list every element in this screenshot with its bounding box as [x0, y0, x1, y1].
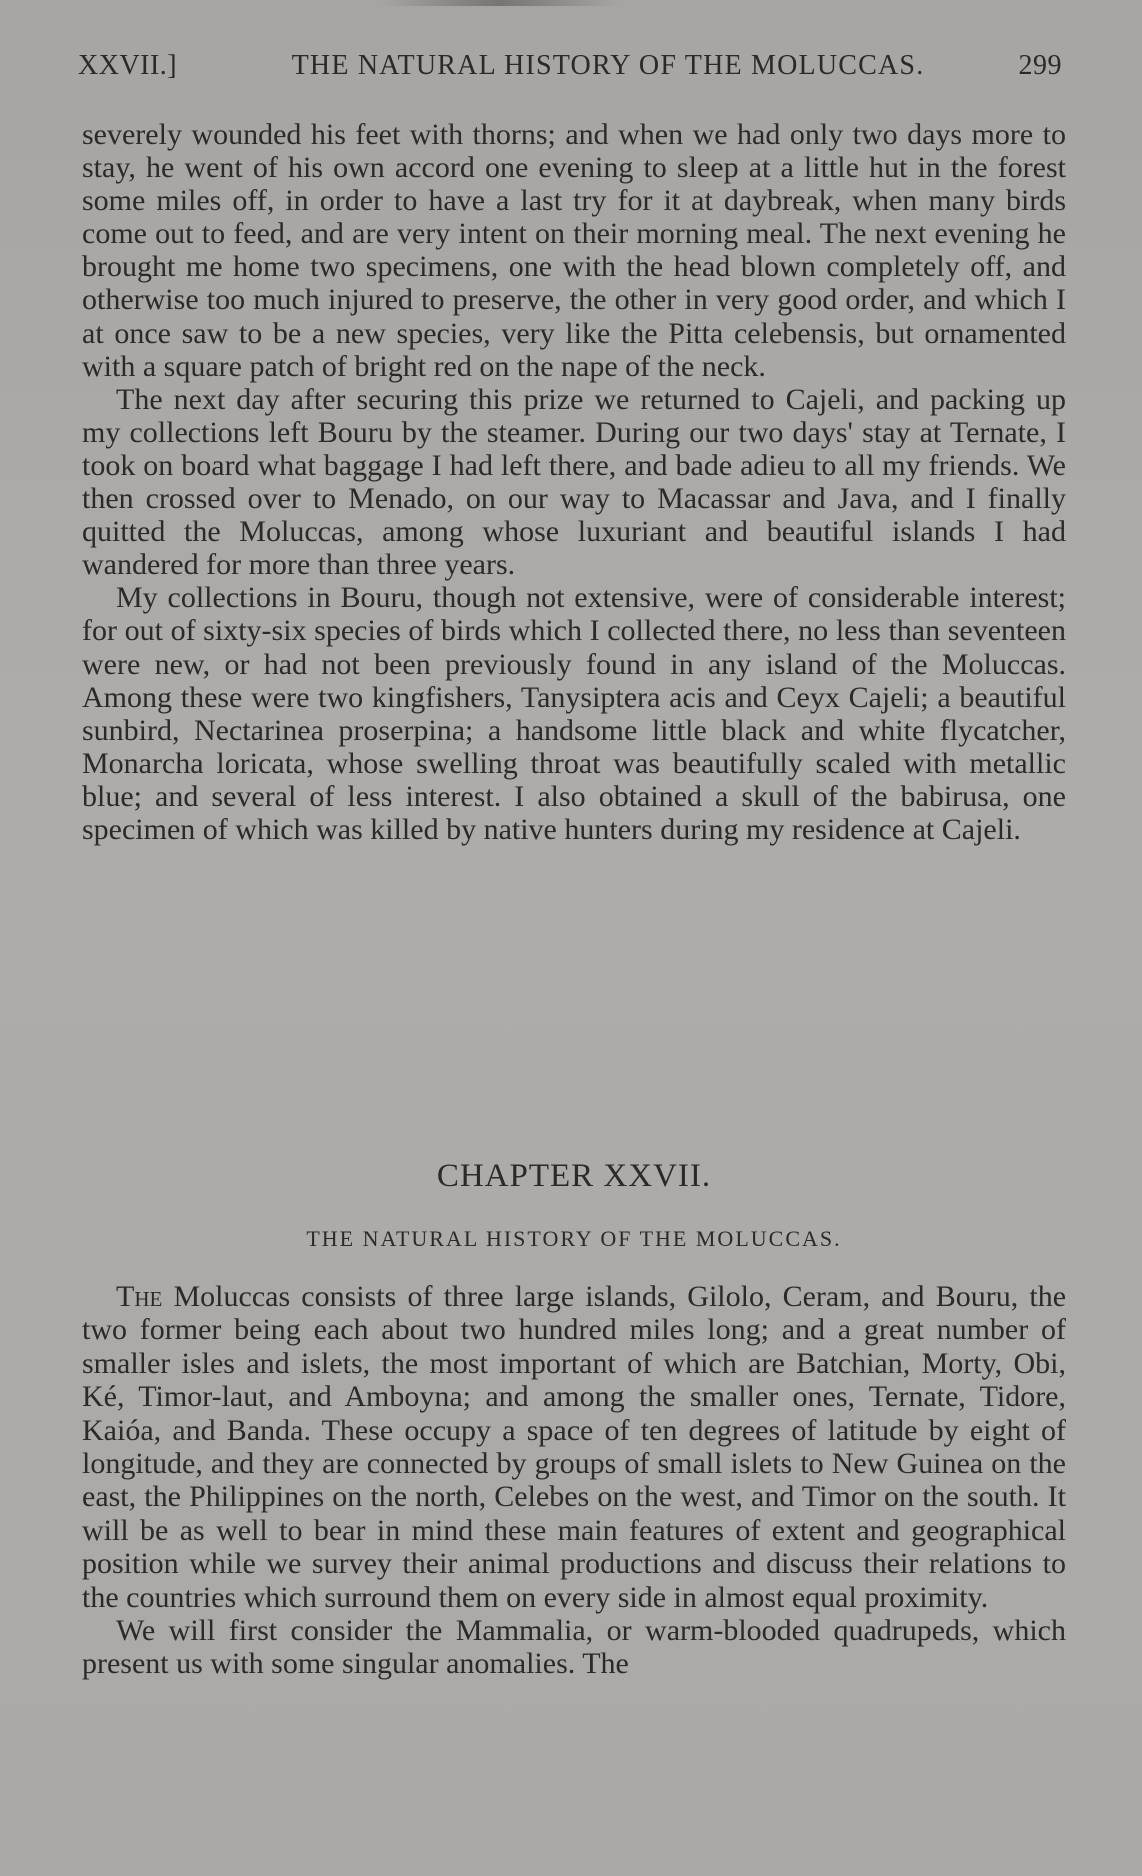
opening-word: The	[116, 1280, 163, 1313]
paragraph-continued: severely wounded his feet with thorns; and when we had only two days more to stay, he went of his own accord one evening to sleep at a little hut in the forest some miles off, in order to have a last try for it at daybreak, when many birds come out to feed, and are very intent on their morning meal. The next evening he brought me home two specimens, one with the head blown completely off, and otherwise too much injured to preserve, the other in very good order, and which I at once saw to be a new species, very like the Pitta celebensis, but ornamented with a square patch of bright red on the nape of the neck.	[82, 118, 1066, 383]
running-head-title: THE NATURAL HISTORY OF THE MOLUCCAS.	[291, 50, 925, 81]
chapter-text	[82, 1280, 1066, 1681]
paragraph: The next day after securing this prize we returned to Cajeli, and packing up my collections left Bouru by the steamer. During our two days' stay at Ternate, I took on board what baggage I had left there, and bade adieu to all my friends. We then crossed over to Menado, on our way to Macassar and Java, and I finally quitted the Moluccas, among whose luxuriant and beautiful islands I had wandered for more than three years.	[82, 382, 1066, 582]
paragraph: My collections in Bouru, though not extensive, were of considerable interest; for out of sixty-six species of birds which I collected there, no less than seventeen were new, or had not been previously found in any island of the Moluccas. Among these were two kingfishers, Tanysiptera acis and Ceyx Cajeli; a beautiful sunbird, Nectarinea proserpina; a handsome little black and white flycatcher, Monarcha loricata, whose swelling throat was beautifully scaled with metallic blue; and several of less interest. I also obtained a skull of the babirusa, one specimen of which was killed by native hunters during my residence at Cajeli.	[82, 581, 1066, 846]
binding-shadow	[380, 0, 620, 6]
running-head	[78, 50, 1062, 90]
opening-paragraph-text: Moluccas consists of three large islands, Gilolo, Ceram, and Bouru, the two former being each about two hundred miles long; and a great number of smaller isles and islets, the most important of which are Batchian, Morty, Obi, Ké, Timor-laut, and Amboyna; and among the smaller ones, Ternate, Tidore, Kaióa, and Banda. These occupy a space of ten degrees of latitude by eight of longitude, and they are connected by groups of small islets to New Guinea on the east, the Philippines on the north, Celebes on the west, and Timor on the south. It will be as well to bear in mind these main features of extent and geographical position while we survey their animal productions and discuss their relations to the countries which surround them on every side in almost equal proximity.	[82, 1280, 1067, 1614]
chapter-subtitle: THE NATURAL HISTORY OF THE MOLUCCAS.	[306, 1226, 842, 1251]
chapter-heading: CHAPTER XXVII.	[436, 1158, 712, 1194]
paragraph: We will first consider the Mammalia, or warm-blooded quadrupeds, which present us with some singular anomalies. The	[82, 1614, 1066, 1681]
previous-chapter-text	[82, 118, 1066, 846]
opening-paragraph	[82, 1280, 1066, 1614]
page-number: 299	[1018, 50, 1062, 81]
running-head-chapter: XXVII.]	[78, 50, 178, 81]
